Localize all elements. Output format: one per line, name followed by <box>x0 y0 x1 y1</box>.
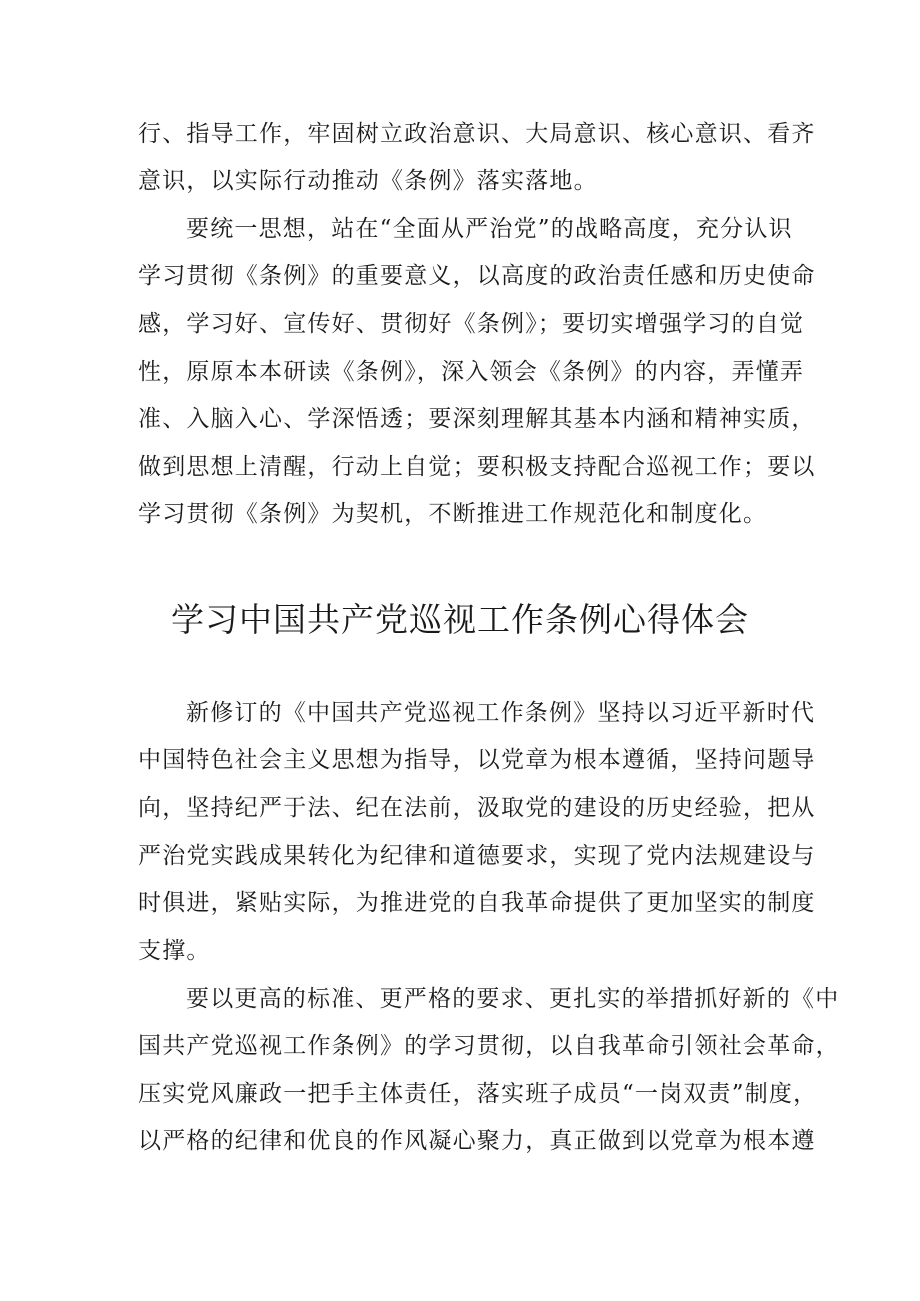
paragraph-line: 中国特色社会主义思想为指导，以党章为根本遵循，坚持问题导 <box>138 747 816 773</box>
paragraph-line: 准、入脑入心、学深悟透；要深刻理解其基本内涵和精神实质， <box>138 406 816 432</box>
paragraph-line: 意识，以实际行动推动《条例》落实落地。 <box>138 168 598 194</box>
paragraph-line: 严治党实践成果转化为纪律和道德要求，实现了党内法规建设与 <box>138 843 816 869</box>
paragraph-line: 做到思想上清醒，行动上自觉；要积极支持配合巡视工作；要以 <box>138 454 816 480</box>
paragraph-line: 支撑。 <box>138 938 211 964</box>
paragraph-line: 时俱进，紧贴实际，为推进党的自我革命提供了更加坚实的制度 <box>138 890 816 916</box>
paragraph-line: 行、指导工作，牢固树立政治意识、大局意识、核心意识、看齐 <box>138 121 816 147</box>
paragraph-line: 要以更高的标准、更严格的要求、更扎实的举措抓好新的《中 <box>186 986 840 1012</box>
paragraph-line: 要统一思想，站在“全面从严治党”的战略高度，充分认识 <box>186 216 793 242</box>
paragraph-line: 以严格的纪律和优良的作风凝心聚力，真正做到以党章为根本遵 <box>138 1128 816 1154</box>
paragraph-line: 国共产党巡视工作条例》的学习贯彻，以自我革命引领社会革命， <box>138 1033 840 1059</box>
paragraph-line: 压实党风廉政一把手主体责任，落实班子成员“一岗双责”制度， <box>138 1081 818 1107</box>
paragraph-line: 性，原原本本研读《条例》，深入领会《条例》的内容，弄懂弄 <box>138 359 805 385</box>
paragraph-line: 新修订的《中国共产党巡视工作条例》坚持以习近平新时代 <box>186 700 816 726</box>
paragraph-line: 学习贯彻《条例》的重要意义，以高度的政治责任感和历史使命 <box>138 263 816 289</box>
paragraph-line: 向，坚持纪严于法、纪在法前，汲取党的建设的历史经验，把从 <box>138 795 816 821</box>
document-title: 学习中国共产党巡视工作条例心得体会 <box>171 600 749 639</box>
paragraph-line: 感，学习好、宣传好、贯彻好《条例》；要切实增强学习的自觉 <box>138 311 805 337</box>
paragraph-line: 学习贯彻《条例》为契机，不断推进工作规范化和制度化。 <box>138 501 768 527</box>
